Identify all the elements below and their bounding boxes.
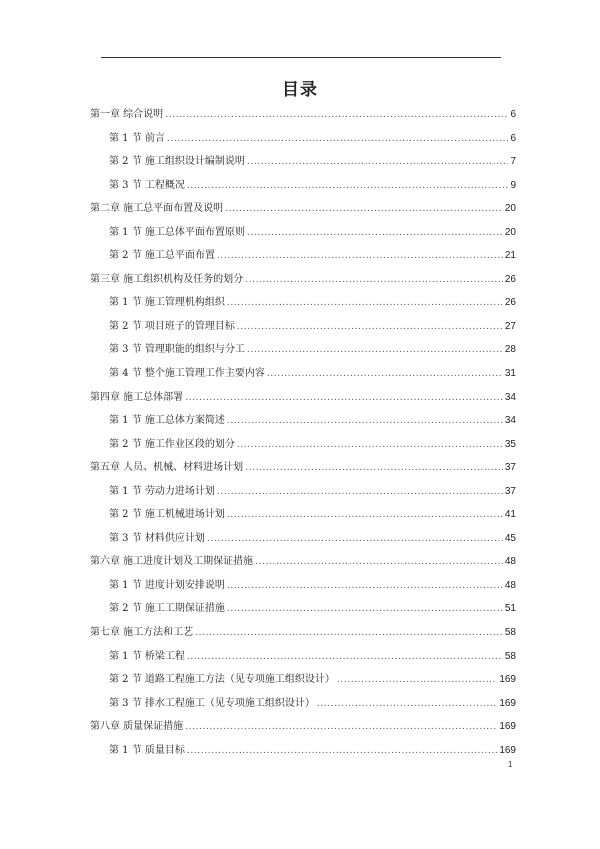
toc-entry-page: 34 — [504, 415, 516, 427]
toc-section-entry[interactable] — [90, 574, 516, 598]
toc-entry-page: 58 — [504, 627, 516, 639]
toc-dot-leader — [227, 410, 503, 434]
toc-entry-page: 6 — [510, 109, 516, 120]
toc-dot-leader — [227, 504, 503, 528]
toc-entry-page: 169 — [499, 744, 516, 756]
toc-entry-label: 第 1 节 施工总体方案简述 — [109, 415, 225, 427]
toc-dot-leader — [337, 669, 497, 693]
toc-dot-leader — [217, 481, 503, 505]
toc-dot-leader — [245, 269, 503, 293]
toc-entry-label: 第 2 节 施工作业区段的划分 — [109, 438, 235, 450]
toc-entry-page: 35 — [504, 438, 516, 450]
toc-entry-label: 第一章 综合说明 — [90, 109, 164, 120]
toc-section-entry[interactable] — [90, 692, 516, 716]
toc-chapter-entry[interactable] — [90, 456, 516, 480]
toc-entry-label: 第六章 施工进度计划及工期保证措施 — [90, 556, 254, 568]
toc-dot-leader — [187, 740, 497, 764]
toc-entry-label: 第 2 节 施工组织设计编制说明 — [109, 156, 245, 168]
toc-entry-label: 第 1 节 劳动力进场计划 — [109, 485, 215, 497]
toc-entry-label: 第 4 节 整个施工管理工作主要内容 — [109, 368, 265, 380]
toc-chapter-entry[interactable] — [90, 550, 516, 574]
toc-section-entry[interactable] — [90, 362, 516, 386]
toc-entry-page: 20 — [504, 203, 516, 215]
toc-entry-page: 34 — [504, 391, 516, 403]
toc-entry-label: 第 2 节 项目班子的管理目标 — [109, 320, 235, 332]
toc-section-entry[interactable] — [90, 597, 516, 621]
toc-entry-label: 第 3 节 排水工程施工（见专项施工组织设计） — [109, 697, 315, 709]
toc-entry-label: 第 3 节 材料供应计划 — [109, 532, 205, 544]
toc-entry-label: 第 3 节 管理职能的组织与分工 — [109, 344, 245, 356]
toc-entry-label: 第 2 节 施工总平面布置 — [109, 250, 215, 262]
toc-entry-label: 第 2 节 施工机械进场计划 — [109, 509, 225, 521]
toc-dot-leader — [187, 646, 503, 670]
toc-entry-label: 第 1 节 施工管理机构组织 — [109, 297, 225, 309]
toc-entry-page: 37 — [504, 485, 516, 497]
toc-chapter-entry[interactable] — [90, 621, 516, 645]
toc-chapter-entry[interactable] — [90, 386, 516, 410]
page-number: 1 — [508, 760, 513, 769]
toc-chapter-entry[interactable] — [90, 197, 516, 221]
toc-entry-page: 169 — [499, 674, 516, 686]
header-rule — [101, 57, 501, 58]
toc-entry-page: 37 — [504, 462, 516, 474]
toc-entry-label: 第八章 质量保证措施 — [90, 721, 184, 733]
toc-entry-page: 41 — [504, 509, 516, 521]
toc-entry-page: 7 — [510, 156, 516, 168]
toc-dot-leader — [227, 598, 503, 622]
toc-dot-leader — [247, 339, 503, 363]
toc-entry-page: 31 — [504, 368, 516, 380]
toc-entry-page: 27 — [504, 320, 516, 332]
toc-dot-leader — [207, 528, 503, 552]
toc-entry-page: 169 — [499, 721, 516, 733]
toc-chapter-entry[interactable] — [90, 103, 516, 127]
toc-entry-page: 45 — [504, 532, 516, 544]
toc-entry-page: 6 — [510, 132, 516, 144]
page-title: 目录 — [282, 80, 318, 100]
toc-entry-page: 26 — [504, 273, 516, 285]
toc-entry-label: 第 1 节 桥梁工程 — [109, 650, 185, 662]
toc-section-entry[interactable] — [90, 739, 516, 763]
toc-entry-page: 169 — [499, 697, 516, 709]
toc-section-entry[interactable] — [90, 315, 516, 339]
toc-dot-leader — [187, 175, 509, 199]
toc-section-entry[interactable] — [90, 668, 516, 692]
toc-dot-leader — [237, 316, 503, 340]
toc-chapter-entry[interactable] — [90, 268, 516, 292]
toc-section-entry[interactable] — [90, 127, 516, 151]
toc-dot-leader — [247, 151, 509, 175]
toc-dot-leader — [255, 551, 503, 575]
toc-section-entry[interactable] — [90, 150, 516, 174]
toc-dot-leader — [245, 457, 503, 481]
toc-dot-leader — [247, 222, 503, 246]
toc-entry-label: 第四章 施工总体部署 — [90, 391, 184, 403]
toc-chapter-entry[interactable] — [90, 715, 516, 739]
toc-dot-leader — [185, 716, 497, 740]
toc-entry-label: 第 2 节 施工工期保证措施 — [109, 603, 225, 615]
toc-dot-leader — [225, 198, 503, 222]
toc-entry-label: 第三章 施工组织机构及任务的划分 — [90, 273, 244, 285]
toc-section-entry[interactable] — [90, 174, 516, 198]
toc-section-entry[interactable] — [90, 480, 516, 504]
toc-entry-label: 第 3 节 工程概况 — [109, 179, 185, 191]
toc-dot-leader — [167, 128, 509, 152]
toc-entry-label: 第七章 施工方法和工艺 — [90, 627, 194, 639]
toc-dot-leader — [317, 693, 497, 717]
toc-entry-label: 第二章 施工总平面布置及说明 — [90, 203, 224, 215]
toc-section-entry[interactable] — [90, 338, 516, 362]
toc-section-entry[interactable] — [90, 645, 516, 669]
toc-entry-label: 第 1 节 质量目标 — [109, 744, 185, 756]
toc-entry-page: 20 — [504, 226, 516, 238]
toc-entry-label: 第 1 节 施工总体平面布置原则 — [109, 226, 245, 238]
toc-dot-leader — [227, 292, 503, 316]
toc-section-entry[interactable] — [90, 291, 516, 315]
toc-entry-page: 28 — [504, 344, 516, 356]
toc-entry-page: 58 — [504, 650, 516, 662]
toc-entry-page: 26 — [504, 297, 516, 309]
toc-entry-label: 第五章 人员、机械、材料进场计划 — [90, 462, 244, 474]
toc-dot-leader — [217, 245, 503, 269]
toc-dot-leader — [185, 387, 503, 411]
toc-section-entry[interactable] — [90, 433, 516, 457]
toc-entry-label: 第 1 节 进度计划安排说明 — [109, 579, 225, 591]
toc-dot-leader — [267, 363, 503, 387]
toc-section-entry[interactable] — [90, 527, 516, 551]
toc-entry-page: 21 — [504, 250, 516, 262]
toc-dot-leader — [227, 575, 503, 599]
toc-section-entry[interactable] — [90, 409, 516, 433]
toc-section-entry[interactable] — [90, 503, 516, 527]
toc-section-entry[interactable] — [90, 221, 516, 245]
table-of-contents — [90, 103, 516, 762]
toc-entry-page: 9 — [510, 179, 516, 191]
toc-dot-leader — [237, 434, 503, 458]
toc-entry-label: 第 2 节 道路工程施工方法（见专项施工组织设计） — [109, 674, 335, 686]
toc-entry-label: 第 1 节 前言 — [109, 132, 165, 144]
toc-section-entry[interactable] — [90, 244, 516, 268]
toc-dot-leader — [165, 104, 508, 128]
toc-dot-leader — [195, 622, 503, 646]
toc-entry-page: 48 — [504, 579, 516, 591]
toc-entry-page: 51 — [504, 603, 516, 615]
toc-entry-page: 48 — [504, 556, 516, 568]
